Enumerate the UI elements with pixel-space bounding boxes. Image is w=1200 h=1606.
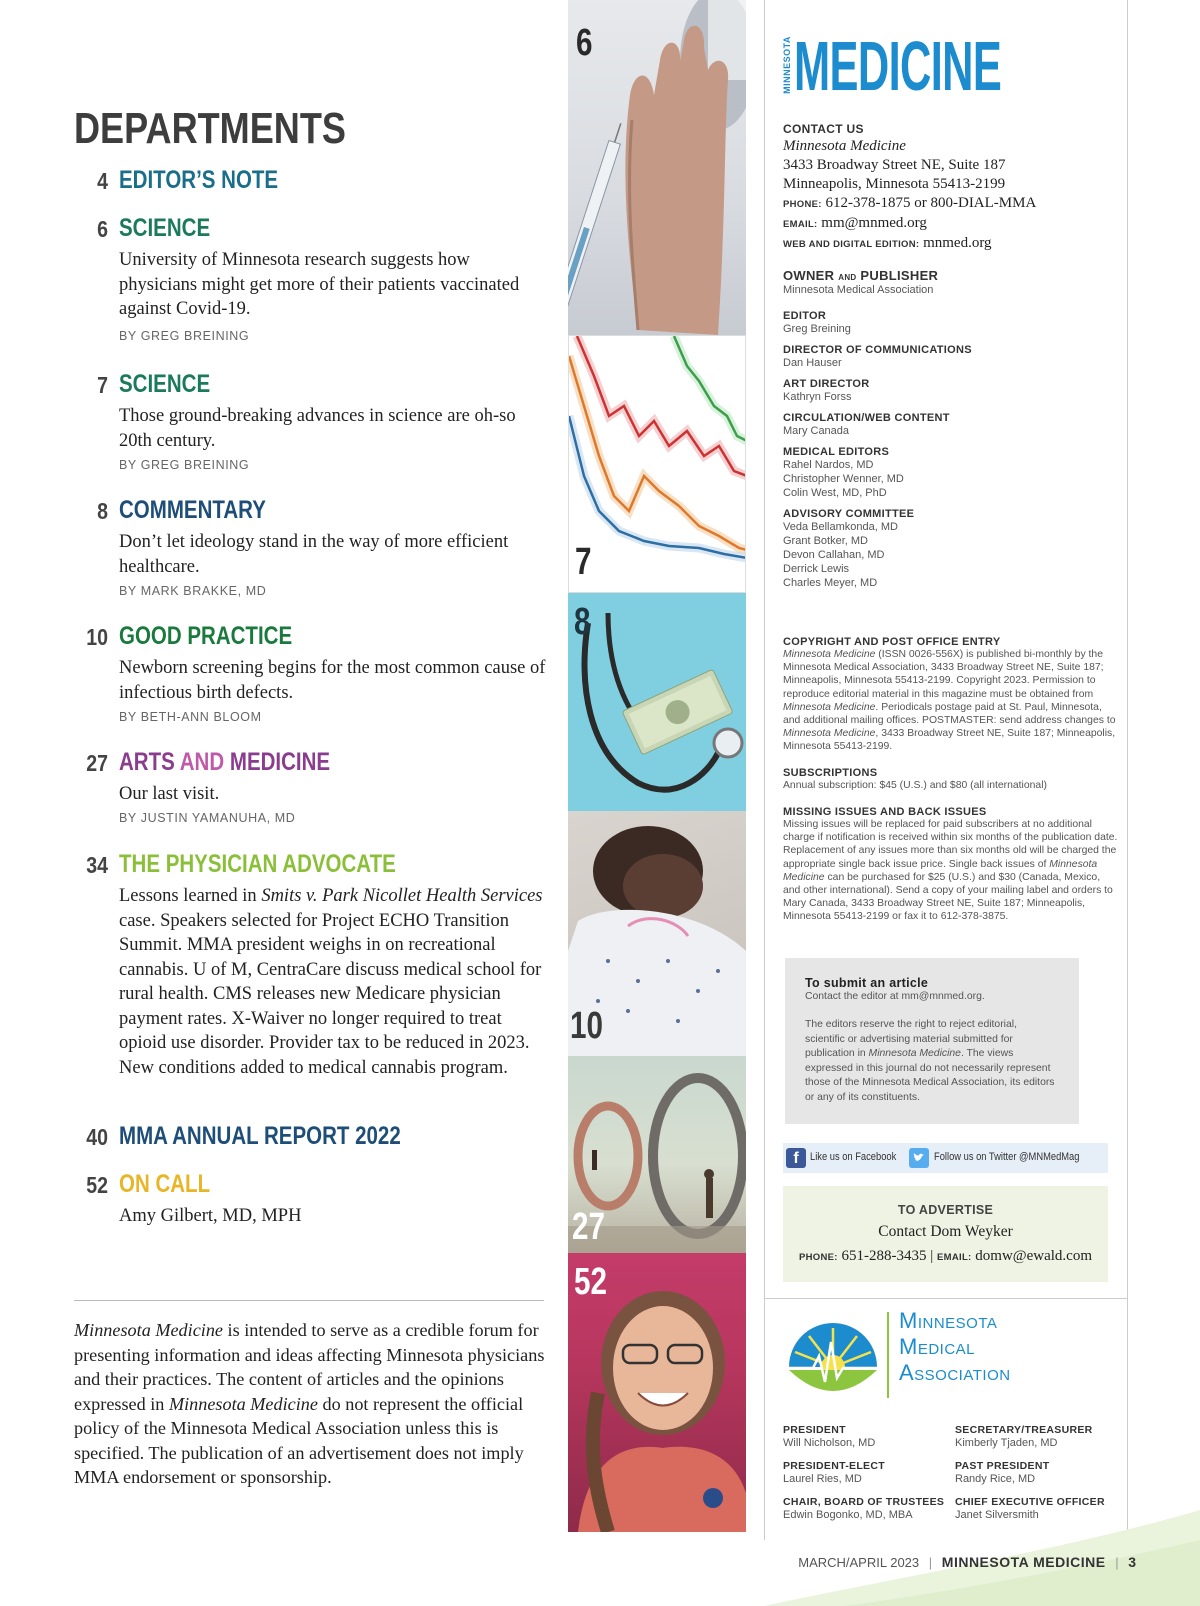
email-label: EMAIL: bbox=[937, 1252, 972, 1263]
facebook-icon[interactable]: f bbox=[786, 1148, 806, 1168]
toc-description: University of Minnesota research suggests how physicians might get more of their patients vaccinated against Covid-19. bbox=[119, 250, 520, 319]
toc-section-title: COMMENTARY bbox=[119, 496, 266, 524]
officer-secretary-treasurer bbox=[955, 1424, 1125, 1450]
copyright-span: . Periodicals postage paid at St. Paul, Minnesota, and additional mailing offices. POSTMASTER: send address changes to bbox=[783, 701, 1116, 727]
twitter-bird-glyph bbox=[909, 1148, 929, 1168]
staff-name: Colin West, MD, PhD bbox=[783, 487, 887, 499]
copyright-span: (ISSN 0026-556X) is published bi-monthly by the Minnesota Medical Association, 3433 Broadway Street NE, Suite 187; Minneapolis, Minnesota 55413-2199. Copyright 2023. Permission to reproduce editorial material in this magazine must be obtained from bbox=[783, 649, 1104, 700]
advertise-box bbox=[783, 1186, 1108, 1282]
officer-name: Randy Rice, MD bbox=[955, 1473, 1036, 1485]
owner-and: AND bbox=[838, 273, 857, 282]
photo-newborn[interactable] bbox=[568, 811, 746, 1056]
staff-director-communications bbox=[783, 344, 1113, 370]
photo-on-call-portrait[interactable] bbox=[568, 1253, 746, 1532]
owner-word: OWNER bbox=[783, 268, 835, 283]
missing-span: can be purchased for $25 (U.S.) and $30 (Canada, Mexico, and other international). Send a copy of your mailing label and orders to Mary Canada, 3433 Broadway Street NE, Suite 187; Minneapolis, Minnesota 55413-2199 or fax it to 612-378-3875. bbox=[783, 871, 1113, 923]
footer-page-number: 3 bbox=[1128, 1554, 1136, 1570]
footer-separator: | bbox=[1115, 1555, 1119, 1570]
staff-heading: CIRCULATION/WEB CONTENT bbox=[783, 412, 950, 424]
toc-section-title: GOOD PRACTICE bbox=[119, 622, 293, 650]
contact-web-link[interactable]: mnmed.org bbox=[923, 235, 992, 251]
submit-span: . The views expressed in this journal do not necessarily represent those of the Minnesota Medical Association, its editors or any of its constituents. bbox=[805, 1048, 1055, 1103]
owner-name: Minnesota Medical Association bbox=[783, 284, 934, 296]
logo-small-text: MINNESOTA bbox=[782, 36, 792, 94]
contact-email-row bbox=[783, 214, 1113, 234]
toc-description: Those ground-breaking advances in science are oh-so 20th century. bbox=[119, 406, 516, 451]
section-word-arts: ARTS bbox=[119, 748, 175, 776]
toc-page-number: 27 bbox=[86, 750, 108, 776]
advertise-email-link[interactable]: domw@ewald.com bbox=[975, 1248, 1092, 1264]
staff-circulation bbox=[783, 412, 1113, 438]
staff-editor bbox=[783, 310, 1113, 336]
photo-vaccine-hand[interactable] bbox=[568, 0, 746, 335]
departments-heading: DEPARTMENTS bbox=[74, 104, 346, 153]
officer-past-president bbox=[955, 1460, 1125, 1486]
toc-page-number: 8 bbox=[97, 498, 108, 524]
copyright-italic: Minnesota Medicine bbox=[783, 728, 876, 740]
toc-description bbox=[119, 884, 549, 1080]
officer-title: SECRETARY/TREASURER bbox=[955, 1424, 1093, 1436]
logo-big-text: MEDICINE bbox=[794, 27, 1002, 105]
officer-title: PRESIDENT bbox=[783, 1424, 846, 1436]
owner-word: PUBLISHER bbox=[860, 268, 939, 283]
divider bbox=[764, 0, 765, 1540]
toc-description: Our last visit. bbox=[119, 784, 220, 804]
contact-block bbox=[783, 122, 1113, 254]
missing-issues-block bbox=[783, 806, 1119, 924]
staff-medical-editors bbox=[783, 446, 1113, 500]
copyright-italic: Minnesota Medicine bbox=[783, 649, 876, 660]
toc-page-number: 34 bbox=[86, 852, 108, 878]
toc-description: Newborn screening begins for the most common cause of infectious birth defects. bbox=[119, 658, 546, 703]
contact-web-row bbox=[783, 234, 1113, 254]
submit-contact[interactable]: Contact the editor at mm@mnmed.org. bbox=[805, 991, 985, 1002]
toc-section-title: MMA ANNUAL REPORT 2022 bbox=[119, 1122, 401, 1150]
staff-name: Devon Callahan, MD bbox=[783, 549, 885, 561]
strip-page-number: 52 bbox=[574, 1261, 607, 1303]
staff-heading: MEDICAL EDITORS bbox=[783, 446, 890, 458]
contact-address-1: 3433 Broadway Street NE, Suite 187 bbox=[783, 157, 1006, 173]
photo-strip bbox=[568, 0, 746, 1532]
phone-label: PHONE: bbox=[783, 199, 822, 210]
officer-name: Janet Silversmith bbox=[955, 1509, 1039, 1521]
owner-block bbox=[783, 268, 1113, 297]
officer-name: Edwin Bogonko, MD, MBA bbox=[783, 1509, 913, 1521]
twitter-link[interactable]: Follow us on Twitter @MNMedMag bbox=[934, 1151, 1080, 1163]
toc-section-title: SCIENCE bbox=[119, 370, 211, 398]
hand-syringe-illustration bbox=[568, 0, 746, 335]
staff-heading: ART DIRECTOR bbox=[783, 378, 870, 390]
toc-description: Amy Gilbert, MD, MPH bbox=[119, 1206, 302, 1226]
missing-span: Missing issues will be replaced for paid subscribers at no additional charge if notification is received within six months of the publication date. Replacement of any issues more than six months old will be charged the appropriate single back issue price. Single back issues of bbox=[783, 819, 1118, 870]
mma-logo bbox=[783, 1308, 1113, 1412]
mma-line: Association bbox=[899, 1360, 1011, 1385]
footer-magazine: MINNESOTA MEDICINE bbox=[941, 1554, 1106, 1570]
footer-separator: | bbox=[928, 1555, 933, 1570]
contact-heading: CONTACT US bbox=[783, 122, 864, 136]
strip-page-number: 10 bbox=[570, 1005, 603, 1047]
missing-issues-heading: MISSING ISSUES AND BACK ISSUES bbox=[783, 806, 987, 818]
advertise-contact: Contact Dom Weyker bbox=[878, 1223, 1013, 1240]
advertise-phone[interactable]: 651-288-3435 bbox=[841, 1248, 927, 1264]
contact-name: Minnesota Medicine bbox=[783, 138, 906, 154]
toc-section-title bbox=[119, 748, 330, 777]
staff-heading: DIRECTOR OF COMMUNICATIONS bbox=[783, 344, 972, 356]
subscriptions-text: Annual subscription: $45 (U.S.) and $80 (all international) bbox=[783, 780, 1047, 791]
disclaimer-italic: Minnesota Medicine bbox=[168, 1393, 318, 1414]
photo-arts-rings[interactable] bbox=[568, 1056, 746, 1253]
staff-name: Greg Breining bbox=[783, 323, 851, 335]
footer-date: MARCH/APRIL 2023 bbox=[798, 1555, 920, 1570]
strip-page-number: 8 bbox=[574, 601, 591, 643]
owner-heading bbox=[783, 268, 1113, 283]
facebook-link[interactable]: Like us on Facebook bbox=[810, 1151, 897, 1163]
officer-name: Kimberly Tjaden, MD bbox=[955, 1437, 1058, 1449]
subscriptions-block bbox=[783, 767, 1119, 793]
submit-text bbox=[805, 1018, 1059, 1105]
staff-name: Charles Meyer, MD bbox=[783, 577, 878, 589]
staff-advisory-committee bbox=[783, 508, 1113, 590]
toc-byline: BY GREG BREINING bbox=[119, 458, 250, 472]
submit-article-box bbox=[785, 958, 1079, 1124]
social-bar bbox=[783, 1143, 1108, 1173]
toc-byline: BY MARK BRAKKE, MD bbox=[119, 584, 267, 598]
strip-page-number: 27 bbox=[572, 1206, 605, 1248]
officer-title: PAST PRESIDENT bbox=[955, 1460, 1050, 1472]
officer-title: CHAIR, BOARD OF TRUSTEES bbox=[783, 1496, 945, 1508]
staff-heading: ADVISORY COMMITTEE bbox=[783, 508, 915, 520]
page-footer bbox=[798, 1554, 1136, 1570]
toc-description: Don’t let ideology stand in the way of more efficient healthcare. bbox=[119, 532, 509, 577]
disclaimer-italic: Minnesota Medicine bbox=[74, 1320, 223, 1340]
disclaimer-text bbox=[74, 1318, 549, 1490]
mma-line: Medical bbox=[899, 1334, 976, 1359]
departments-column bbox=[0, 0, 560, 1606]
toc-page-number: 10 bbox=[86, 624, 108, 650]
section-word-and: AND bbox=[179, 748, 225, 776]
advertise-contact-row bbox=[783, 1247, 1108, 1267]
staff-heading: EDITOR bbox=[783, 310, 827, 322]
decline-lines-illustration bbox=[569, 336, 746, 593]
divider bbox=[74, 1300, 544, 1301]
strip-page-number: 7 bbox=[575, 541, 592, 583]
advertise-heading: TO ADVERTISE bbox=[897, 1203, 994, 1217]
photo-commentary-stethoscope[interactable] bbox=[568, 593, 746, 811]
toc-byline: BY JUSTIN YAMANUHA, MD bbox=[119, 811, 296, 825]
stethoscope-money-illustration bbox=[568, 593, 746, 811]
officer-president-elect bbox=[783, 1460, 953, 1486]
submit-heading: To submit an article bbox=[805, 976, 929, 990]
missing-italic: Minnesota Medicine bbox=[783, 858, 1098, 883]
staff-name: Derrick Lewis bbox=[783, 563, 850, 575]
copyright-heading: COPYRIGHT AND POST OFFICE ENTRY bbox=[783, 636, 1001, 648]
subscriptions-heading: SUBSCRIPTIONS bbox=[783, 767, 878, 779]
web-label: WEB AND DIGITAL EDITION: bbox=[783, 239, 920, 250]
staff-name: Mary Canada bbox=[783, 425, 850, 437]
toc-page-number: 7 bbox=[97, 372, 108, 398]
toc-byline: BY BETH-ANN BLOOM bbox=[119, 710, 262, 724]
submit-span: The editors reserve the right to reject editorial, scientific or advertising material submitted for publication in bbox=[805, 1019, 1017, 1059]
divider bbox=[1127, 0, 1128, 1540]
staff-name: Kathryn Forss bbox=[783, 391, 852, 403]
staff-name: Dan Hauser bbox=[783, 357, 842, 369]
toc-section-title: EDITOR’S NOTE bbox=[119, 166, 279, 194]
copyright-block bbox=[783, 636, 1119, 754]
twitter-icon[interactable] bbox=[909, 1148, 929, 1168]
missing-issues-text bbox=[783, 818, 1119, 924]
logo-divider bbox=[887, 1312, 889, 1398]
staff-name: Rahel Nardos, MD bbox=[783, 459, 874, 471]
phone-label: PHONE: bbox=[798, 1252, 838, 1263]
mma-name bbox=[899, 1308, 1011, 1386]
desc-case-name: Smits v. Park Nicollet Health Services bbox=[261, 886, 543, 906]
email-label: EMAIL: bbox=[783, 219, 818, 230]
mma-line: Minnesota bbox=[899, 1308, 998, 1333]
staff-name: Veda Bellamkonda, MD bbox=[783, 521, 898, 533]
photo-science-chart[interactable] bbox=[568, 335, 746, 593]
copyright-italic: Minnesota Medicine bbox=[783, 701, 876, 713]
officer-name: Will Nicholson, MD bbox=[783, 1437, 876, 1449]
toc-section-title: SCIENCE bbox=[119, 214, 211, 242]
staff-name: Christopher Wenner, MD bbox=[783, 473, 904, 485]
section-word-medicine: MEDICINE bbox=[229, 748, 331, 776]
separator: | bbox=[930, 1248, 934, 1264]
officer-title: CHIEF EXECUTIVE OFFICER bbox=[955, 1496, 1105, 1508]
minnesota-medicine-logo bbox=[782, 27, 1022, 105]
desc-text: Lessons learned in bbox=[119, 886, 262, 906]
contact-email-link[interactable]: mm@mnmed.org bbox=[821, 215, 927, 231]
staff-art-director bbox=[783, 378, 1113, 404]
toc-page-number: 4 bbox=[97, 168, 108, 194]
contact-phone-row bbox=[783, 194, 1113, 214]
desc-text: case. Speakers selected for Project ECHO Transition Summit. MMA president weighs in on recreational cannabis. U of M, CentraCare discuss medical school for rural health. CMS releases new Medicare physician payment rates. X-Waiver no longer required to treat opioid use disorder. Provider tax to be reduced in 2023. New conditions added to medical cannabis program. bbox=[119, 910, 542, 1078]
officer-title: PRESIDENT-ELECT bbox=[783, 1460, 885, 1472]
officer-president bbox=[783, 1424, 953, 1450]
staff-block bbox=[783, 310, 1113, 598]
disclaimer-span: do not represent the official policy of the Minnesota Medical Association unless this is specified. The publication of an advertisement does not imply MMA endorsement or sponsorship. bbox=[74, 1393, 524, 1487]
toc-section-title: ON CALL bbox=[119, 1170, 211, 1198]
toc-section-title: THE PHYSICIAN ADVOCATE bbox=[119, 850, 396, 878]
toc-page-number: 6 bbox=[97, 216, 108, 242]
strip-page-number: 6 bbox=[576, 22, 593, 64]
mma-sun-icon bbox=[783, 1312, 883, 1402]
toc-page-number: 40 bbox=[86, 1124, 108, 1150]
copyright-text bbox=[783, 648, 1119, 754]
disclaimer-span: is intended to serve as a credible forum for presenting information and ideas affecting Minnesota physicians and their practices. The content of articles and the opinions expressed in bbox=[74, 1320, 545, 1414]
toc-byline: BY GREG BREINING bbox=[119, 329, 250, 343]
submit-italic: Minnesota Medicine bbox=[868, 1048, 961, 1059]
contact-phone[interactable]: 612-378-1875 or 800-DIAL-MMA bbox=[825, 195, 1037, 211]
staff-name: Grant Botker, MD bbox=[783, 535, 868, 547]
toc-page-number: 52 bbox=[86, 1172, 108, 1198]
copyright-span: , 3433 Broadway Street NE, Suite 187; Minneapolis, Minnesota 55413-2199. bbox=[783, 728, 1116, 753]
contact-address-2: Minneapolis, Minnesota 55413-2199 bbox=[783, 176, 1006, 192]
divider bbox=[764, 1298, 1127, 1299]
officer-name: Laurel Ries, MD bbox=[783, 1473, 862, 1485]
